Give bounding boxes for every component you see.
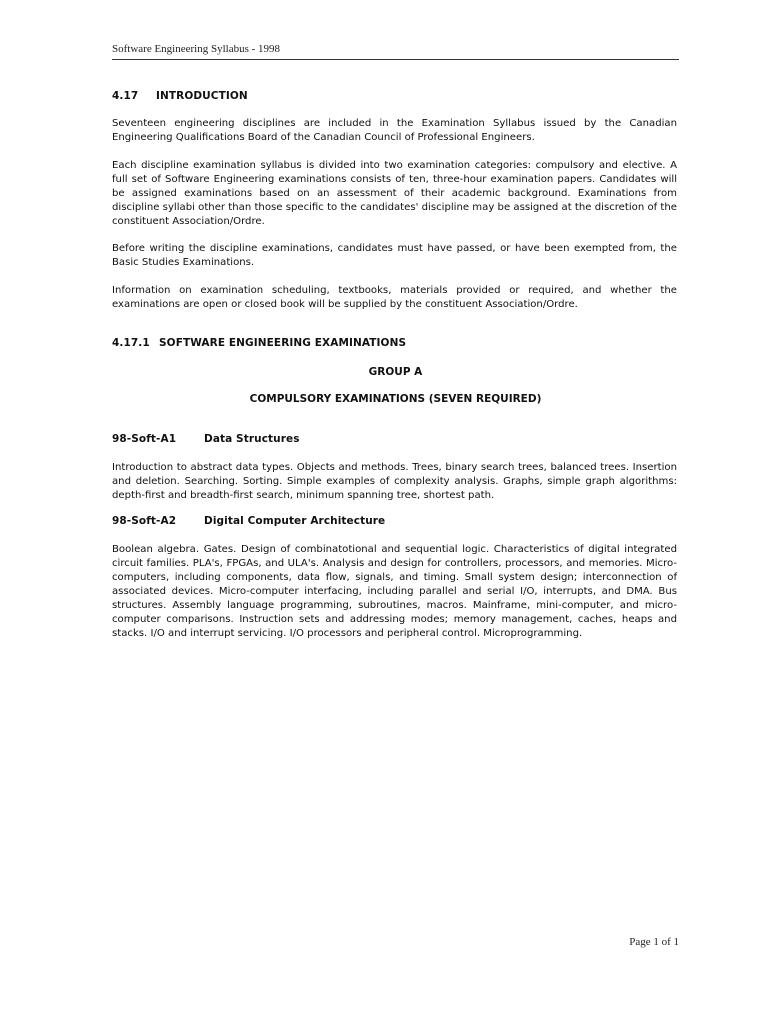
- course-heading: [112, 515, 385, 527]
- course-code: 98-Soft-A1: [112, 433, 177, 445]
- course-title: Data Structures: [204, 433, 300, 445]
- page-number: Page 1 of 1: [629, 936, 679, 948]
- intro-paragraph-2: Each discipline examination syllabus is divided into two examination categories: compulsory and elective. A full set of Software Engineering examinations consists of ten, three-hour examination papers. Candidates will be assigned examinations based on an assessment of their academic background. Examinations from discipline syllabi other than those specific to the candidates' discipline may be assigned at the discretion of the constituent Association/Ordre.: [112, 160, 677, 227]
- course-heading: [112, 433, 300, 445]
- section-number: 4.17: [112, 90, 139, 102]
- subsection-title: SOFTWARE ENGINEERING EXAMINATIONS: [159, 337, 407, 349]
- course-title: Digital Computer Architecture: [204, 515, 386, 527]
- running-header: Software Engineering Syllabus - 1998: [112, 43, 281, 55]
- subsection-heading: [112, 337, 406, 349]
- intro-paragraph-4: Information on examination scheduling, textbooks, materials provided or required, and whether the examinations are open or closed book will be supplied by the constituent Association/Ordre.: [112, 285, 677, 310]
- section-heading: [112, 90, 248, 102]
- course-description: Boolean algebra. Gates. Design of combinatotional and sequential logic. Characteristics of digital integrated circuit families. PLA's, FPGAs, and ULA's. Analysis and design for controllers, processors, and memories. Micro-computers, including components, data flow, signals, and timing. Small system design; interconnection of associated devices. Micro-computer interfacing, including parallel and serial I/O, interrupts, and DMA. Bus structures. Assembly language programming, subroutines, macros. Mainframe, mini-computer, and micro-computer comparisons. Instruction sets and addressing modes; memory management, caches, heaps and stacks. I/O and interrupt servicing. I/O processors and peripheral control. Microprogramming.: [112, 544, 677, 639]
- intro-paragraph-3: Before writing the discipline examinations, candidates must have passed, or have been exempted from, the Basic Studies Examinations.: [112, 243, 677, 268]
- intro-paragraph-1: Seventeen engineering disciplines are included in the Examination Syllabus issued by the Canadian Engineering Qualifications Board of the Canadian Council of Professional Engineers.: [112, 118, 677, 143]
- course-description: Introduction to abstract data types. Objects and methods. Trees, binary search trees, balanced trees. Insertion and deletion. Searching. Sorting. Simple examples of complexity analysis. Graphs, simple graph algorithms: depth-first and breadth-first search, minimum spanning tree, shortest path.: [112, 462, 677, 501]
- subsection-number: 4.17.1: [112, 337, 150, 349]
- group-subtitle: COMPULSORY EXAMINATIONS (SEVEN REQUIRED): [249, 393, 542, 405]
- course-code: 98-Soft-A2: [112, 515, 177, 527]
- header-rule: [112, 59, 679, 60]
- group-heading: GROUP A: [368, 366, 423, 378]
- section-title: INTRODUCTION: [156, 90, 248, 102]
